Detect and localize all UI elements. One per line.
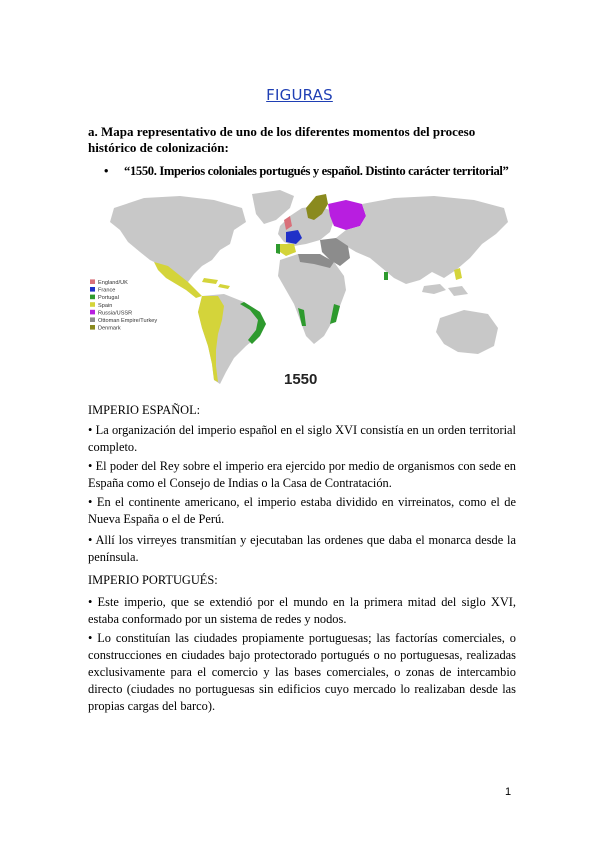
legend-swatch [90, 310, 95, 315]
iberia-portugal [276, 244, 280, 254]
portuguese-empire-heading: IMPERIO PORTUGUÉS: [88, 573, 218, 587]
spanish-paragraph-4: • Allí los virreyes transmitían y ejecutaban las ordenes que daba el monarca desde la península. [88, 533, 516, 564]
legend-label: France [98, 287, 116, 294]
legend-swatch [90, 295, 95, 300]
spanish-paragraph-2: • El poder del Rey sobre el imperio era ejercido por medio de organismos con sede en España como el Consejo de Indias o la Casa de Contratación. [88, 459, 516, 490]
colonial-empires-map [84, 186, 518, 392]
legend-label: Russia/USSR [98, 310, 133, 317]
page-title: FIGURAS [266, 86, 333, 104]
portuguese-paragraph-2: • Lo constituían las ciudades propiamente portuguesas; las factorías comerciales, o construcciones en ciudades bajo protectorado portugués o no portuguesas, realizadas exclusivamente para el comercio y las bases comerciales, o zonas de intercambio directo (ciudades no portuguesas sin edificios cuyo mercado lo realizaban desde las propias cargas del barco). [88, 631, 516, 713]
legend-swatch [90, 325, 95, 330]
bullet-icon: • [104, 164, 109, 178]
portuguese-paragraph-1: • Este imperio, que se extendió por el mundo en la primera mitad del siglo XVI, estaba conformado por un sistema de redes y nodos. [88, 595, 516, 626]
legend-label: Portugal [98, 295, 119, 302]
legend-label: Denmark [98, 325, 121, 332]
spanish-empire-heading: IMPERIO ESPAÑOL: [88, 403, 201, 417]
figure-caption-text: “1550. Imperios coloniales portugués y español. Distinto carácter territorial” [124, 164, 509, 178]
legend-swatch [90, 279, 95, 284]
legend-swatch [90, 317, 95, 322]
map-year: 1550 [284, 371, 318, 388]
legend-label: Spain [98, 302, 113, 309]
page-number: 1 [505, 786, 512, 798]
legend-label: Ottoman Empire/Turkey [98, 318, 158, 324]
spanish-paragraph-3: • En el continente americano, el imperio estaba dividido en virreinatos, como el de Nueva España o el de Perú. [88, 495, 516, 526]
legend-swatch [90, 302, 95, 307]
legend-label: England/UK [98, 280, 128, 286]
figure-caption [104, 164, 524, 179]
world-map-svg [84, 186, 518, 392]
goa-node [384, 272, 388, 280]
spanish-paragraph-1: • La organización del imperio español en el siglo XVI consistía en un orden territorial completo. [88, 423, 516, 454]
legend-swatch [90, 287, 95, 292]
section-a-heading: a. Mapa representativo de uno de los diferentes momentos del proceso histórico de colonización: [88, 124, 476, 155]
